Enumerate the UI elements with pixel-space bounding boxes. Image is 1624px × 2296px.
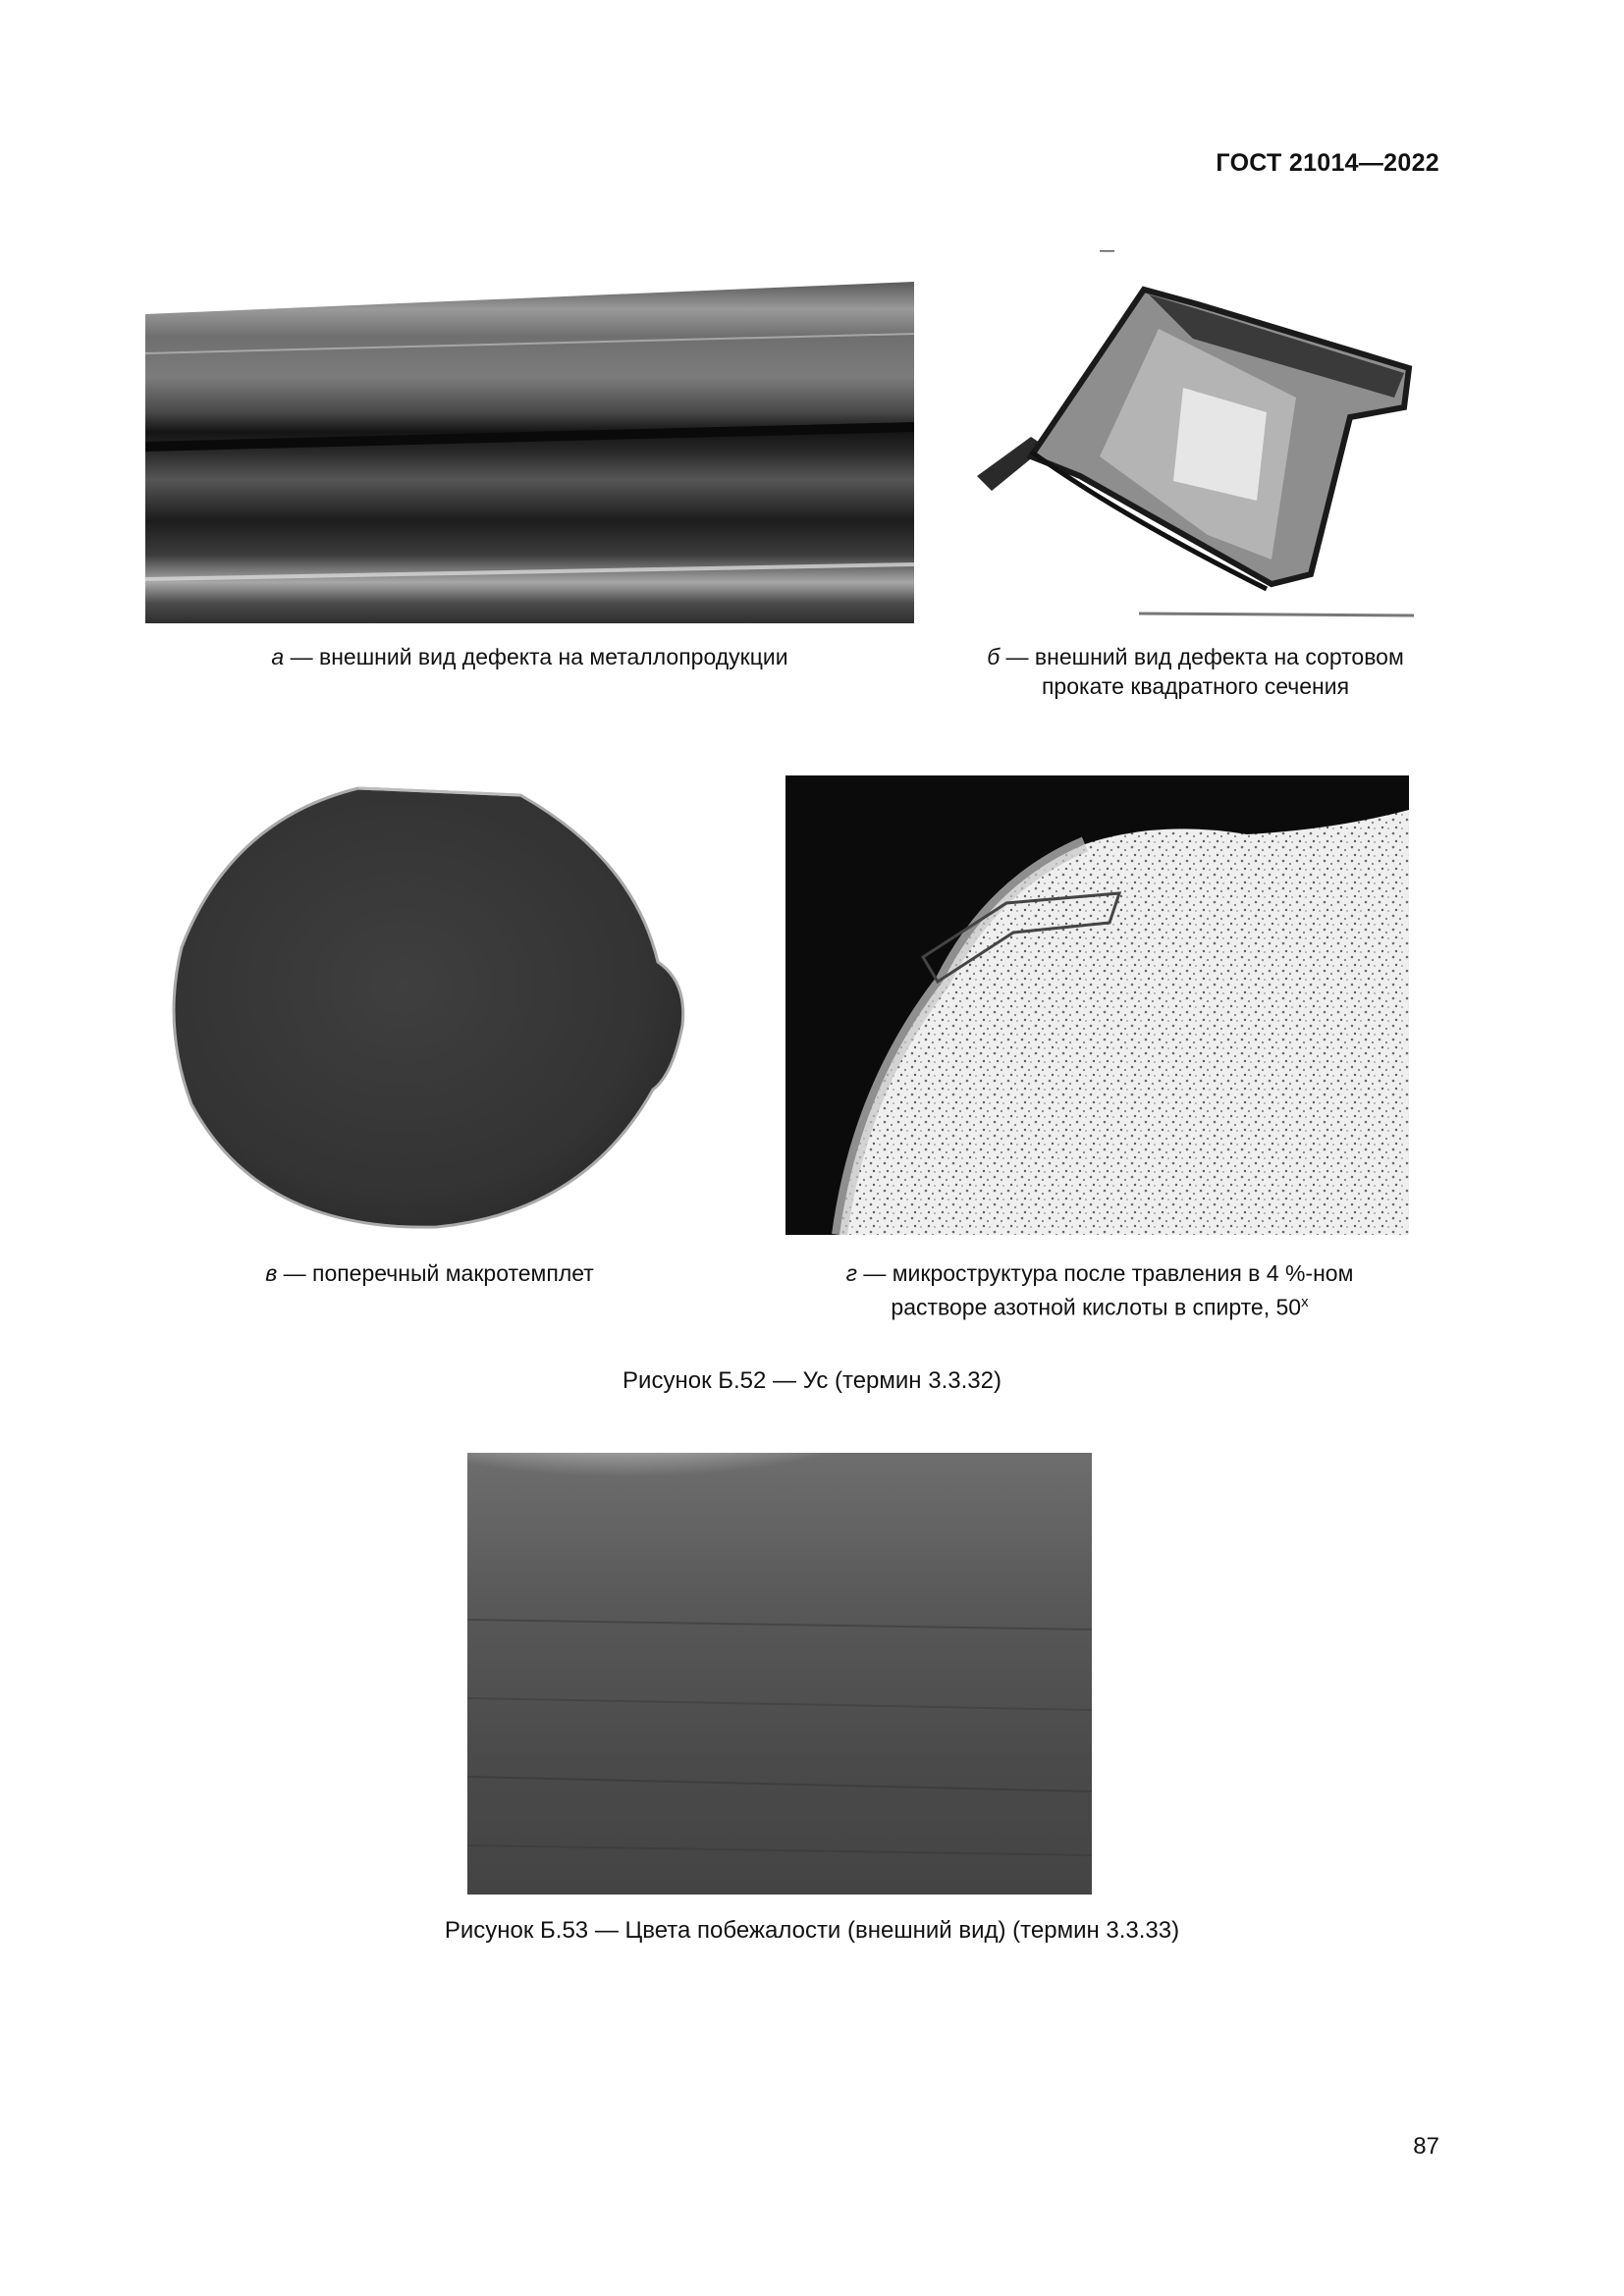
caption-g-line1: — микроструктура после травления в 4 %-ном [856,1260,1354,1286]
photo-macro-template [162,780,697,1242]
caption-b-line1: — внешний вид дефекта на сортовом [1000,644,1404,669]
caption-a [145,642,914,671]
caption-b-letter: б [987,644,1001,669]
photo-rod-defect [145,280,914,623]
caption-g-letter: г [845,1260,857,1286]
photo-square-section-defect [972,250,1419,628]
caption-b [947,642,1443,701]
caption-b-line2: прокате квадратного сечения [1041,673,1350,699]
figure-52-title: Рисунок Б.52 — Ус (термин 3.3.32) [623,1367,1001,1394]
caption-g-line2: растворе азотной кислоты в спирте, 50 [891,1294,1302,1320]
caption-a-letter: а [271,644,285,669]
photo-temper-colors [467,1453,1092,1895]
caption-v [162,1258,697,1288]
caption-g [776,1258,1424,1322]
figure-53-title: Рисунок Б.53 — Цвета побежалости (внешний вид) (термин 3.3.33) [444,1917,1180,1944]
caption-v-letter: в [265,1260,278,1286]
document-code: ГОСТ 21014—2022 [1216,149,1439,177]
photo-microstructure [785,775,1409,1235]
caption-v-text: — поперечный макротемплет [277,1260,594,1286]
caption-a-text: — внешний вид дефекта на металлопродукции [284,644,788,669]
page-number: 87 [1413,2133,1439,2160]
caption-g-magnification-sup: х [1301,1294,1309,1310]
